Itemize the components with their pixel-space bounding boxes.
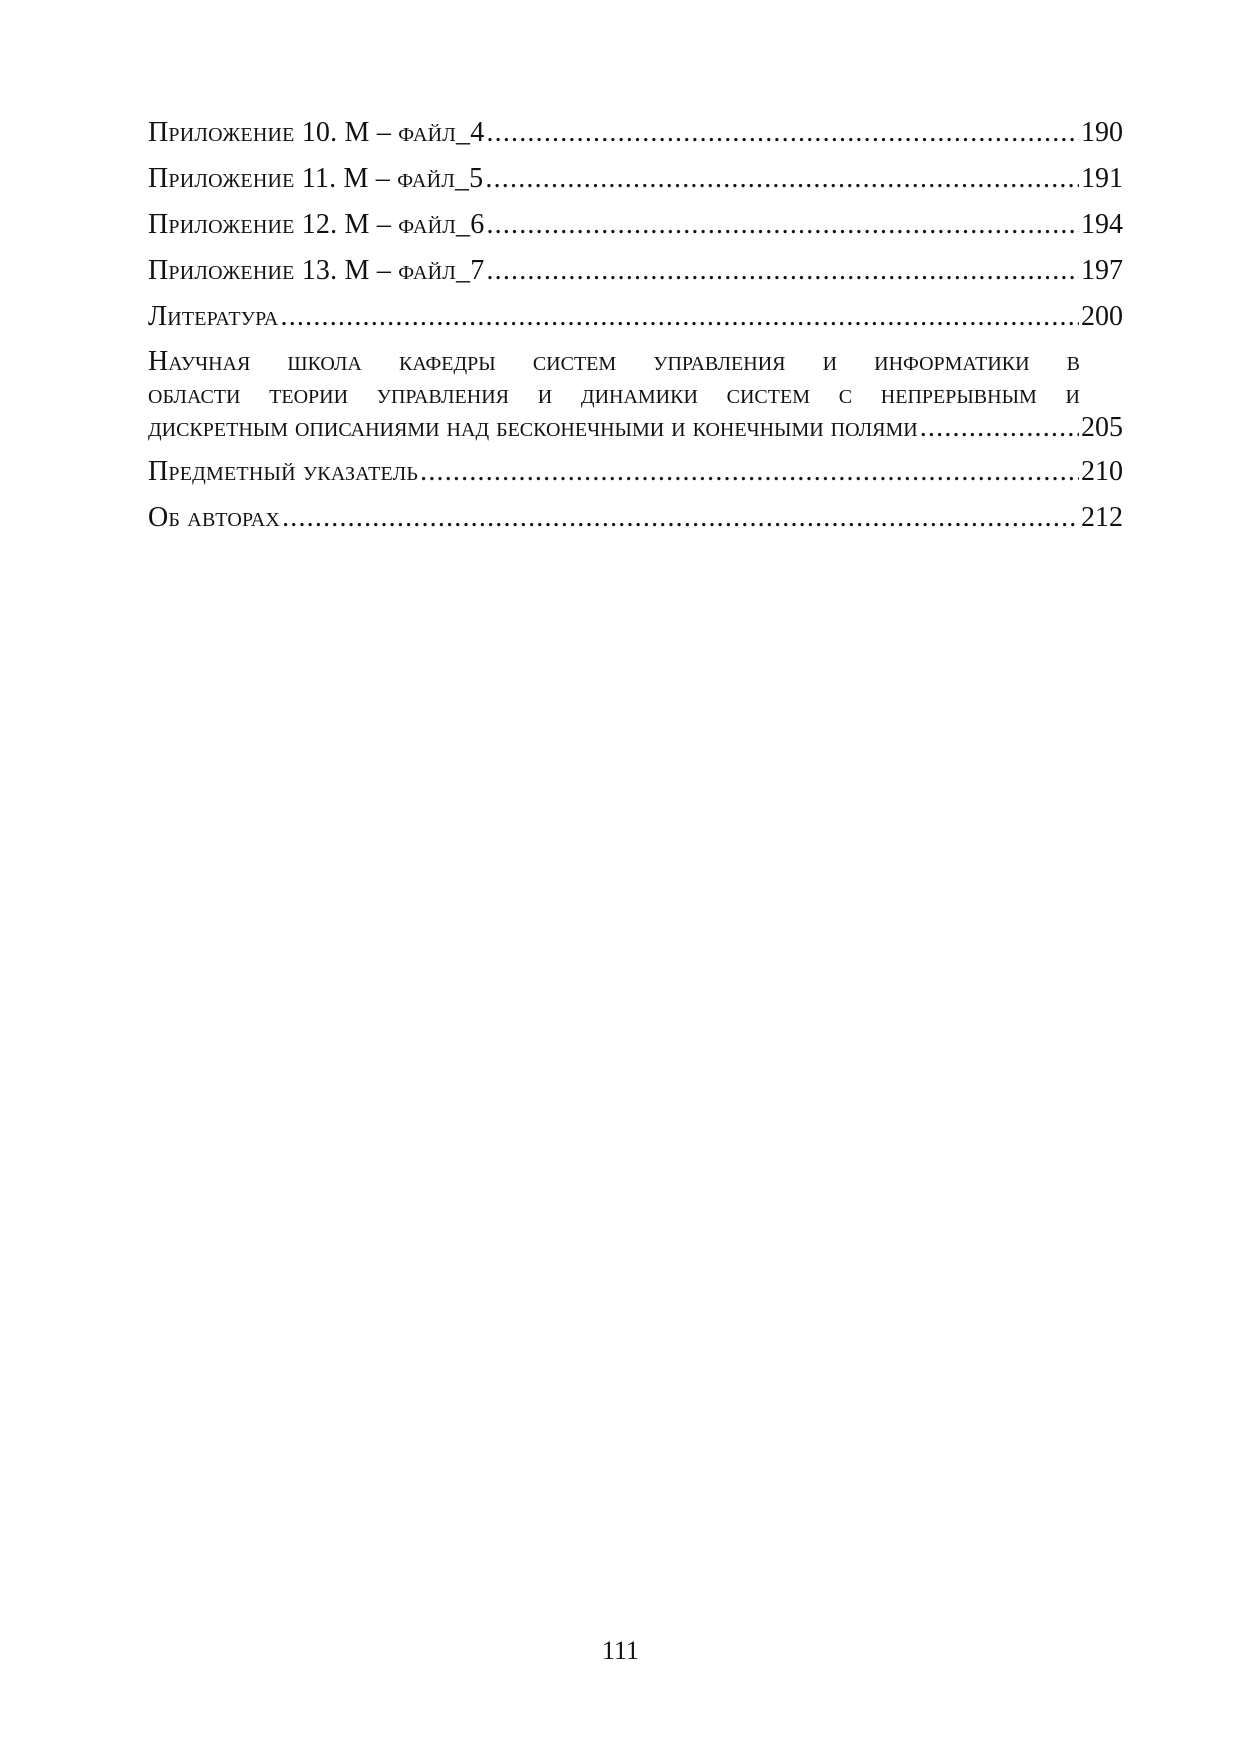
toc-entry-title: Предметный указатель	[148, 456, 419, 487]
toc-entry-literature[interactable]	[148, 299, 1123, 335]
toc-entry-page: 212	[1081, 502, 1123, 533]
toc-entry-title: Об авторах	[148, 502, 281, 533]
toc-entry-page: 190	[1081, 117, 1123, 148]
toc-entry-scientific-school[interactable]	[148, 345, 1123, 444]
toc-entry-page: 194	[1081, 209, 1123, 240]
toc-entry-appendix-10[interactable]	[148, 115, 1123, 151]
toc-entry-title: Литература	[148, 301, 279, 332]
toc-entry-subject-index[interactable]	[148, 454, 1123, 490]
toc-leader-dots	[486, 253, 1079, 289]
toc-entry-appendix-11[interactable]	[148, 161, 1123, 197]
toc-leader-dots	[920, 411, 1079, 444]
toc-entry-title-line-2: области теории управления и динамики систем с непрерывным и	[148, 379, 1080, 410]
table-of-contents	[148, 115, 1123, 546]
toc-leader-dots	[282, 500, 1079, 536]
toc-leader-dots	[486, 207, 1079, 243]
toc-entry-appendix-12[interactable]	[148, 207, 1123, 243]
toc-entry-about-authors[interactable]	[148, 500, 1123, 536]
toc-leader-dots	[420, 454, 1079, 490]
toc-leader-dots	[281, 299, 1079, 335]
toc-entry-appendix-13[interactable]	[148, 253, 1123, 289]
toc-entry-title-line-1: Научная школа кафедры систем управления и информатики в	[148, 346, 1080, 377]
toc-entry-title-line-3: дискретным описаниями над бесконечными и конечными полями	[148, 412, 918, 443]
toc-leader-dots	[486, 115, 1079, 151]
toc-entry-title: Приложение 11. М – файл_5	[148, 163, 484, 194]
toc-entry-page: 197	[1081, 255, 1123, 286]
toc-entry-page: 200	[1081, 301, 1123, 332]
page-number: 111	[601, 1636, 640, 1665]
toc-entry-page: 205	[1081, 412, 1123, 443]
toc-entry-title: Приложение 12. М – файл_6	[148, 209, 485, 240]
toc-entry-page: 191	[1081, 163, 1123, 194]
toc-entry-last-line	[148, 411, 1123, 444]
toc-entry-title: Приложение 13. М – файл_7	[148, 255, 485, 286]
toc-entry-title: Приложение 10. М – файл_4	[148, 117, 485, 148]
toc-leader-dots	[485, 161, 1079, 197]
toc-entry-page: 210	[1081, 456, 1123, 487]
